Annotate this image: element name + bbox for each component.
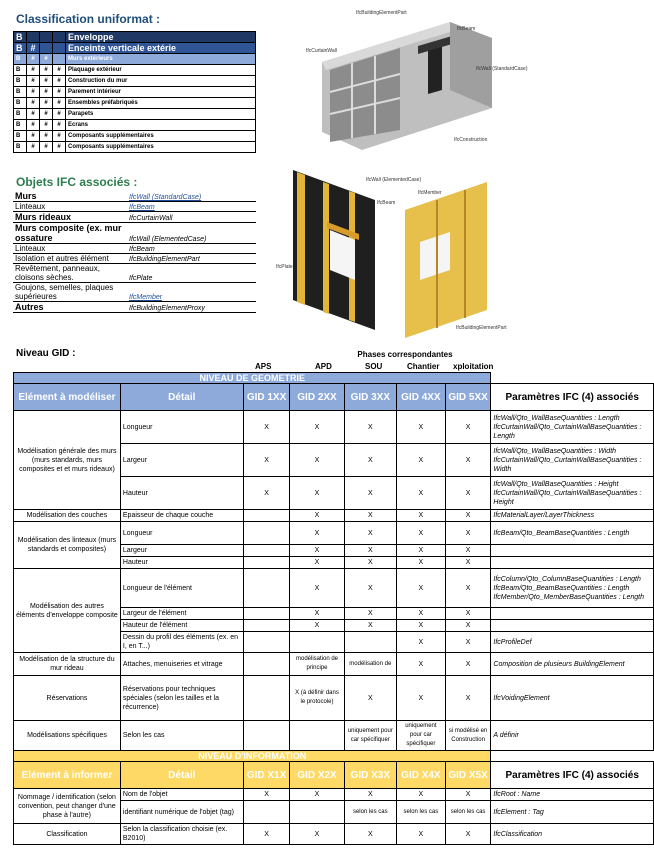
table-row [14,522,654,545]
ifc-row [13,302,256,313]
fig-label: IfcWall (StandardCase) [476,66,528,72]
ifc-class-link: IfcCurtainWall [127,212,256,223]
level-cell: si modélisé en Construction [445,721,491,751]
level-cell: X [290,608,344,620]
column-header: GID X4X [397,762,446,789]
level-cell: X [344,557,396,569]
level-cell: X [290,824,344,845]
param-cell: Composition de plusieurs BuildingElement [491,653,654,676]
level-cell [243,632,290,653]
uniformat-code [53,32,66,43]
ifc-element-label: Murs rideaux [13,212,127,223]
param-cell: A définir [491,721,654,751]
level-cell: X [290,557,344,569]
ifc-row [13,223,256,244]
param-cell: IfcWall/Qto_WallBaseQuantities : Height IfcCurtainWall/Qto_CurtainWallBaseQuantities : Height [491,477,654,510]
level-cell: X [243,444,290,477]
level-cell: X [445,608,491,620]
level-cell [243,676,290,721]
uniformat-label: Composants supplémentaires [66,131,256,142]
ifc-title: Objets IFC associés : [16,175,138,189]
element-cell: Modélisation générale des murs (murs standards, murs composites et et murs rideaux) [14,411,121,510]
fig-label: IfcConstruction [454,137,488,143]
elemented-wall-figure [275,160,505,340]
level-cell: X [397,411,446,444]
table-row [14,824,654,845]
uniformat-code: # [27,98,40,109]
uniformat-label: Enveloppe [66,32,256,43]
uniformat-code: # [27,131,40,142]
detail-cell: Largeur [120,545,243,557]
uniformat-code: B [14,131,27,142]
ifc-class-link[interactable]: IfcBeam [127,202,256,212]
column-header: Détail [120,762,243,789]
uniformat-label: Ecrans [66,120,256,131]
uniformat-label: Parapets [66,109,256,120]
uniformat-code: # [40,65,53,76]
ifc-element-label: Murs composite (ex. mur ossature [13,223,127,244]
level-cell: X [243,824,290,845]
element-cell: Modélisation des autres éléments d'enveloppe composite [14,569,121,653]
element-cell: Modélisations spécifiques [14,721,121,751]
phase-label: Chantier [407,362,440,371]
detail-cell: Réservations pour techniques spéciales (selon les tailles et la récurrence) [120,676,243,721]
level-cell: X [445,676,491,721]
level-cell: X [290,477,344,510]
uniformat-code: B [14,109,27,120]
element-cell: Modélisation de la structure du mur rideau [14,653,121,676]
level-cell: X (à définir dans le protocole) [290,676,344,721]
ifc-row [13,244,256,254]
uniformat-code: # [40,109,53,120]
level-cell: X [397,653,446,676]
level-cell: X [344,824,396,845]
level-cell: X [243,789,290,801]
level-cell: X [344,620,396,632]
level-cell [243,620,290,632]
ifc-element-label: Isolation et autres élément [13,254,127,264]
level-cell: selon les cas [397,801,446,824]
uniformat-code: # [53,109,66,120]
table-row [14,510,654,522]
uniformat-row [14,32,256,43]
phase-label: xploitation [453,362,494,371]
uniformat-code: B [14,43,27,54]
level-cell: modélisation de principe [290,653,344,676]
uniformat-code: # [53,98,66,109]
geometry-band-row [14,373,654,384]
level-cell: selon les cas [445,801,491,824]
uniformat-code: B [14,87,27,98]
level-cell: X [445,653,491,676]
level-cell [243,569,290,608]
uniformat-label: Parement intérieur [66,87,256,98]
uniformat-label: Enceinte verticale extérie [66,43,256,54]
level-cell: X [445,411,491,444]
table-row [14,569,654,608]
ifc-row [13,264,256,283]
param-cell: IfcRoot : Name [491,789,654,801]
detail-cell: Longueur [120,411,243,444]
detail-cell: Hauteur [120,557,243,569]
detail-cell: Largeur [120,444,243,477]
phase-label: SOU [365,362,383,371]
column-header: Elément à informer [14,762,121,789]
column-header: GID X3X [344,762,396,789]
param-header: Paramètres IFC (4) associés [491,384,654,411]
element-cell: Réservations [14,676,121,721]
param-cell: IfcWall/Qto_WallBaseQuantities : Length IfcCurtainWall/Qto_CurtainWallBaseQuantities : Length [491,411,654,444]
level-cell [243,608,290,620]
level-cell: X [290,522,344,545]
phase-label: APD [315,362,332,371]
detail-cell: Longueur de l'élément [120,569,243,608]
element-cell: Modélisation des linteaux (murs standards et composites) [14,522,121,569]
column-header: GID 4XX [397,384,446,411]
uniformat-code: # [27,109,40,120]
fig-label: IfcMember [418,190,442,196]
detail-cell: Hauteur de l'élément [120,620,243,632]
uniformat-code: # [27,65,40,76]
ifc-element-label: Murs [13,191,127,202]
uniformat-code: # [27,76,40,87]
level-cell [243,510,290,522]
level-cell: X [445,632,491,653]
uniformat-code: # [40,142,53,153]
uniformat-row [14,109,256,120]
band-spacer [491,373,654,384]
uniformat-code [27,32,40,43]
uniformat-code: B [14,142,27,153]
element-cell: Nommage / identification (selon convention, peut changer d'une phase à l'autre) [14,789,121,824]
param-cell [491,545,654,557]
level-cell: X [344,569,396,608]
uniformat-code: # [40,54,53,65]
fig-label: IfcCurtainWall [306,48,337,54]
column-header: Elément à modéliser [14,384,121,411]
param-cell [491,557,654,569]
uniformat-code: # [27,120,40,131]
column-header: GID 2XX [290,384,344,411]
column-header: GID X2X [290,762,344,789]
ifc-row [13,212,256,223]
param-cell [491,608,654,620]
uniformat-code: # [53,87,66,98]
level-cell: X [397,620,446,632]
ifc-class-link: IfcBeam [127,244,256,254]
param-cell: IfcVoidingElement [491,676,654,721]
fig-label: IfcBuildingElementPart [456,325,507,331]
param-cell: IfcClassification [491,824,654,845]
level-cell [243,557,290,569]
uniformat-code: # [53,76,66,87]
fig-label: IfcWall (ElementedCase) [366,177,422,183]
level-cell: X [445,620,491,632]
detail-cell: Largeur de l'élément [120,608,243,620]
level-cell [243,522,290,545]
uniformat-row [14,43,256,54]
element-cell: Modélisation des couches [14,510,121,522]
uniformat-label: Ensembles préfabriqués [66,98,256,109]
geometry-band: NIVEAU DE GEOMETRIE [14,373,491,384]
band-spacer [491,751,654,762]
fig-label: IfcPlate [276,264,293,270]
level-cell: X [397,557,446,569]
uniformat-row [14,65,256,76]
uniformat-title: Classification uniformat : [16,12,161,26]
uniformat-row [14,87,256,98]
detail-cell: Nom de l'objet [120,789,243,801]
level-cell: X [445,557,491,569]
level-cell: X [397,632,446,653]
uniformat-code: # [53,142,66,153]
uniformat-row [14,131,256,142]
uniformat-label: Construction du mur [66,76,256,87]
ifc-class-link: IfcBuildingElementProxy [127,302,256,313]
column-header: GID 5XX [445,384,491,411]
column-header: GID X1X [243,762,290,789]
information-band-row [14,751,654,762]
uniformat-code: # [53,131,66,142]
level-cell [290,801,344,824]
detail-cell: identifiant numérique de l'objet (tag) [120,801,243,824]
detail-cell: Attaches, menuiseries et vitrage [120,653,243,676]
table-row [14,653,654,676]
level-cell: X [397,789,446,801]
level-cell: uniquement pour car spécifiquer [344,721,396,751]
level-cell: X [445,789,491,801]
level-cell: X [397,444,446,477]
ifc-class-link: IfcBuildingElementPart [127,254,256,264]
uniformat-row [14,54,256,65]
level-cell: X [445,510,491,522]
level-cell [243,801,290,824]
uniformat-code [53,43,66,54]
table-row [14,789,654,801]
ifc-class-link[interactable]: IfcWall (StandardCase) [127,191,256,202]
param-header: Paramètres IFC (4) associés [491,762,654,789]
param-cell: IfcElement : Tag [491,801,654,824]
level-cell: selon les cas [344,801,396,824]
level-cell: X [445,569,491,608]
detail-cell: Longueur [120,522,243,545]
uniformat-code: B [14,32,27,43]
uniformat-code: # [40,76,53,87]
ifc-class-link: IfcWall (ElementedCase) [127,223,256,244]
ifc-objects-table [13,191,256,313]
level-cell: X [397,477,446,510]
level-cell: X [445,545,491,557]
level-cell: X [445,824,491,845]
level-cell [243,721,290,751]
uniformat-code: # [40,120,53,131]
level-cell: X [397,676,446,721]
level-cell [243,545,290,557]
uniformat-code [40,43,53,54]
uniformat-code [53,54,66,65]
level-cell: X [397,824,446,845]
detail-cell: Dessin du profil des éléments (ex. en I, en T...) [120,632,243,653]
table-row [14,411,654,444]
level-cell: X [397,608,446,620]
fig-label: IfcBuildingElementPart [356,10,407,16]
uniformat-code: # [40,87,53,98]
ifc-row [13,202,256,212]
level-cell: X [445,444,491,477]
phases-title: Phases correspondantes [357,350,453,359]
gid-table [13,372,654,845]
level-cell: modélisation de [344,653,396,676]
level-cell: uniquement pour car spécifiquer [397,721,446,751]
ifc-element-label: Linteaux [13,202,127,212]
level-cell: X [344,608,396,620]
uniformat-label: Plaquage extérieur [66,65,256,76]
level-cell: X [445,522,491,545]
level-cell [344,632,396,653]
level-cell: X [344,477,396,510]
level-cell [290,632,344,653]
level-cell: X [397,510,446,522]
level-cell: X [290,569,344,608]
level-cell: X [243,477,290,510]
uniformat-row [14,98,256,109]
level-cell: X [344,522,396,545]
level-cell: X [290,444,344,477]
uniformat-code: B [14,54,27,65]
detail-cell: Selon les cas [120,721,243,751]
uniformat-code: # [40,98,53,109]
table-row [14,721,654,751]
level-cell: X [445,477,491,510]
detail-cell: Selon la classification choisie (ex. B2010) [120,824,243,845]
uniformat-table [13,31,256,153]
column-header-row [14,762,654,789]
uniformat-code: B [14,65,27,76]
gid-title: Niveau GID : [16,348,76,359]
information-band: NIVEAU D'INFORMATION [14,751,491,762]
uniformat-code: # [53,120,66,131]
column-header-row [14,384,654,411]
level-cell: X [344,510,396,522]
detail-cell: Hauteur [120,477,243,510]
uniformat-row [14,142,256,153]
level-cell: X [290,510,344,522]
column-header: Détail [120,384,243,411]
uniformat-code: # [27,54,40,65]
uniformat-row [14,76,256,87]
uniformat-code [40,32,53,43]
fig-label: IfcBeam [457,26,476,32]
uniformat-code: # [27,87,40,98]
param-cell [491,620,654,632]
ifc-element-label: Revêtement, panneaux, cloisons sèches. [13,264,127,283]
level-cell: X [290,620,344,632]
level-cell [290,721,344,751]
uniformat-code: B [14,120,27,131]
column-header: GID 3XX [344,384,396,411]
uniformat-code: # [27,142,40,153]
column-header: GID X5X [445,762,491,789]
uniformat-row [14,120,256,131]
param-cell: IfcColumn/Qto_ColumnBaseQuantities : Length IfcBeam/Qto_BeamBaseQuantities : Length IfcMember/Qto_MemberBaseQuantities : Length [491,569,654,608]
param-cell: IfcMaterialLayer/LayerThickness [491,510,654,522]
level-cell: X [344,444,396,477]
table-row [14,676,654,721]
ifc-element-label: Goujons, semelles, plaques supérieures [13,283,127,302]
level-cell: X [344,411,396,444]
param-cell: IfcBeam/Qto_BeamBaseQuantities : Length [491,522,654,545]
uniformat-code: # [27,43,40,54]
ifc-row [13,191,256,202]
detail-cell: Epaisseur de chaque couche [120,510,243,522]
param-cell: IfcProfileDef [491,632,654,653]
fig-label: IfcBeam [377,200,396,206]
ifc-element-label: Autres [13,302,127,313]
uniformat-code: B [14,98,27,109]
level-cell: X [344,789,396,801]
ifc-row [13,254,256,264]
level-cell: X [290,411,344,444]
level-cell: X [243,411,290,444]
param-cell: IfcWall/Qto_WallBaseQuantities : Width IfcCurtainWall/Qto_CurtainWallBaseQuantities : Width [491,444,654,477]
level-cell: X [344,545,396,557]
uniformat-label: Composants supplémentaires [66,142,256,153]
uniformat-code: # [40,131,53,142]
element-cell: Classification [14,824,121,845]
level-cell: X [290,545,344,557]
uniformat-code: # [53,65,66,76]
phase-label: APS [255,362,272,371]
level-cell: X [397,545,446,557]
uniformat-code: B [14,76,27,87]
level-cell: X [344,676,396,721]
level-cell: X [397,522,446,545]
level-cell: X [397,569,446,608]
ifc-row [13,283,256,302]
ifc-class-link: IfcPlate [127,264,256,283]
uniformat-label: Murs extérieurs [66,54,256,65]
level-cell: X [290,789,344,801]
ifc-class-link[interactable]: IfcMember [127,283,256,302]
level-cell [243,653,290,676]
column-header: GID 1XX [243,384,290,411]
ifc-element-label: Linteaux [13,244,127,254]
